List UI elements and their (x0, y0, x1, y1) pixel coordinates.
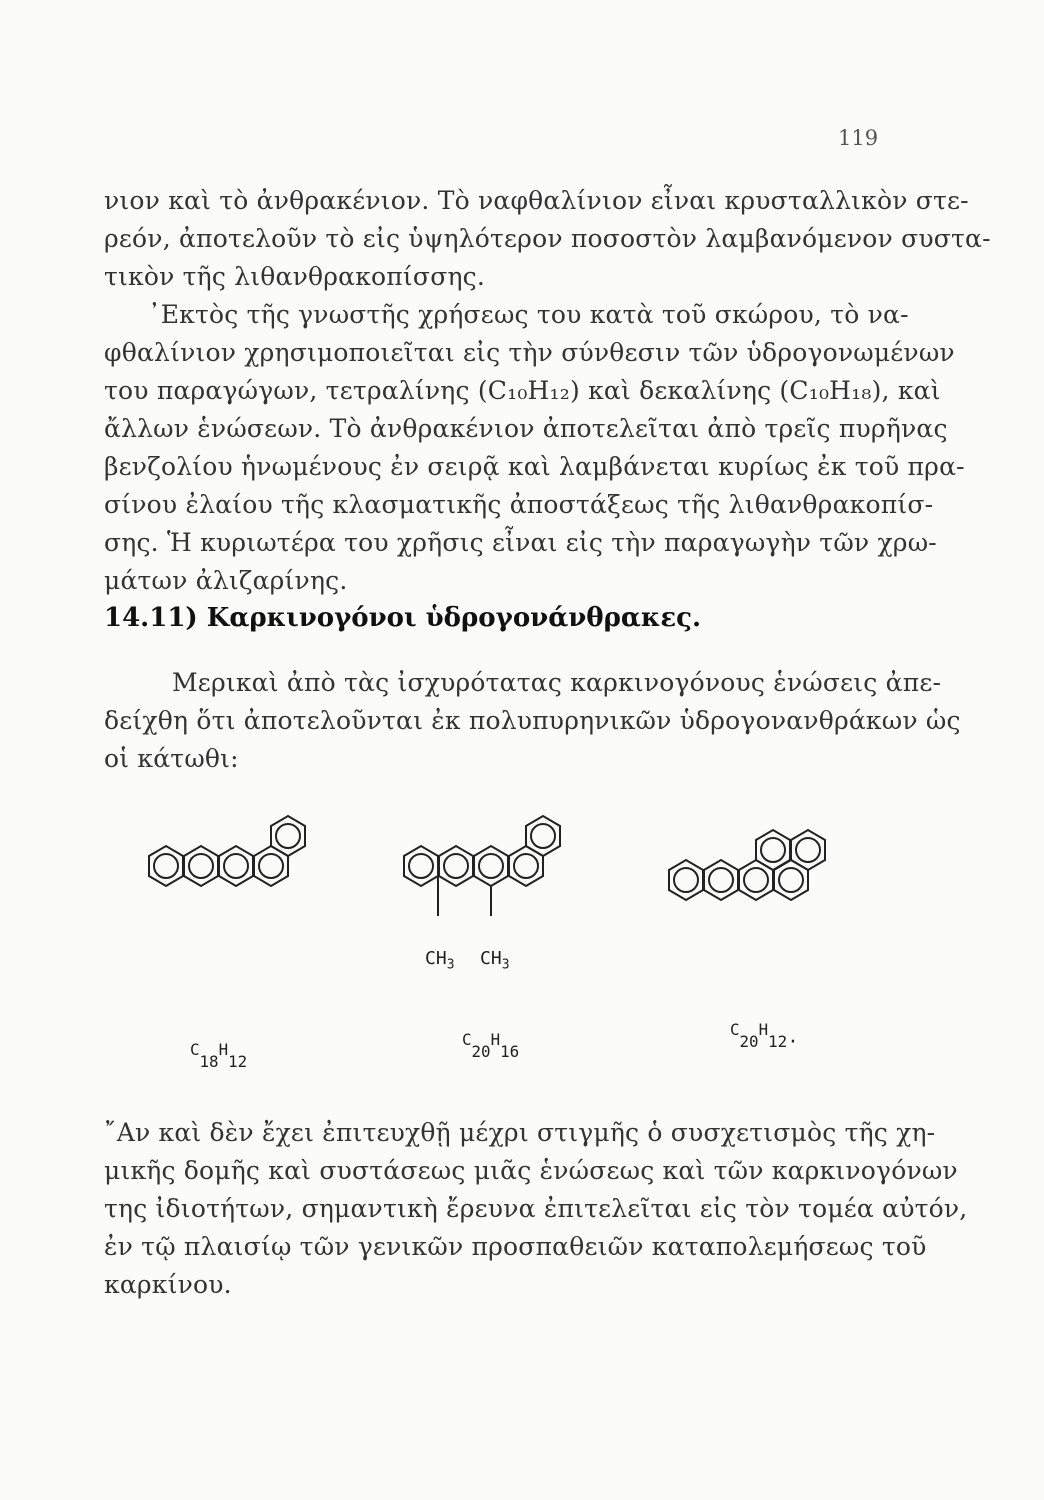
text-line: φθαλίνιον χρησιμοποιεῖται εἰς τὴν σύνθεσιν τῶν ὑδρογονωμένων (104, 338, 955, 367)
text-line: ρεόν, ἀποτελοῦν τὸ εἰς ὑψηλότερον ποσοστὸν λαμβανόμενον συστα- (104, 224, 991, 253)
text-line: σης. Ἡ κυριωτέρα του χρῆσις εἶναι εἰς τὴν παραγωγὴν τῶν χρω- (104, 528, 937, 557)
text-line: ῎Αν καὶ δὲν ἔχει ἐπιτευχθῇ μέχρι στιγμῆς ὁ συσχετισμὸς τῆς χη- (104, 1118, 936, 1147)
text-line: ἄλλων ἑνώσεων. Τὸ ἀνθρακένιον ἀποτελεῖται ἀπὸ τρεῖς πυρῆνας (104, 414, 948, 443)
text-line: ᾽Εκτὸς τῆς γνωστῆς χρήσεως του κατὰ τοῦ σκώρου, τὸ να- (148, 300, 909, 329)
methyl-group-1: $CH_3$ (425, 948, 455, 973)
text-line: νιον καὶ τὸ ἀνθρακένιον. Τὸ ναφθαλίνιον εἶναι κρυσταλλικὸν στε- (104, 186, 969, 215)
text-line: τικὸν τῆς λιθανθρακοπίσσης. (104, 262, 485, 291)
benzanthracene-structure (130, 808, 360, 918)
text-line: μικῆς δομῆς καὶ συστάσεως μιᾶς ἑνώσεως καὶ τῶν καρκινογόνων (104, 1156, 958, 1185)
formula-c20h12: $^C_{20}^H_{12}$. (730, 1020, 799, 1052)
text-line: σίνου ἐλαίου τῆς κλασματικῆς ἀποστάξεως τῆς λιθανθρακοπίσ- (104, 490, 934, 519)
text-line: Μερικαὶ ἀπὸ τὰς ἰσχυρότατας καρκινογόνους ἑνώσεις ἀπε- (172, 668, 942, 697)
methyl-group-2: $CH_3$ (480, 948, 510, 973)
benzopyrene-structure (640, 800, 880, 920)
text-line: μάτων ἀλιζαρίνης. (104, 566, 348, 595)
text-line: της ἰδιοτήτων, σημαντικὴ ἔρευνα ἐπιτελεῖται εἰς τὸν τομέα αὐτόν, (104, 1194, 968, 1223)
dimethylbenzanthracene-structure (385, 808, 615, 928)
section-heading: 14.11) Καρκινογόνοι ὑδρογονάνθρακες. (104, 603, 702, 633)
formula-c18h12: $^C_{18}^H_{12}$ (190, 1040, 248, 1072)
text-line: βενζολίου ἡνωμένους ἐν σειρᾷ καὶ λαμβάνεται κυρίως ἐκ τοῦ πρα- (104, 452, 965, 481)
text-line: οἱ κάτωθι: (104, 744, 239, 773)
text-line: καρκίνου. (104, 1270, 232, 1299)
text-line: του παραγώγων, τετραλίνης (C₁₀H₁₂) καὶ δεκαλίνης (C₁₀H₁₈), καὶ (104, 376, 941, 405)
page-number: 119 (838, 126, 879, 150)
text-line: ἐν τῷ πλαισίῳ τῶν γενικῶν προσπαθειῶν καταπολεμήσεως τοῦ (104, 1232, 927, 1261)
formula-c20h16: $^C_{20}^H_{16}$ (462, 1030, 520, 1062)
text-line: δείχθη ὅτι ἀποτελοῦνται ἐκ πολυπυρηνικῶν ὑδρογονανθράκων ὡς (104, 706, 961, 735)
